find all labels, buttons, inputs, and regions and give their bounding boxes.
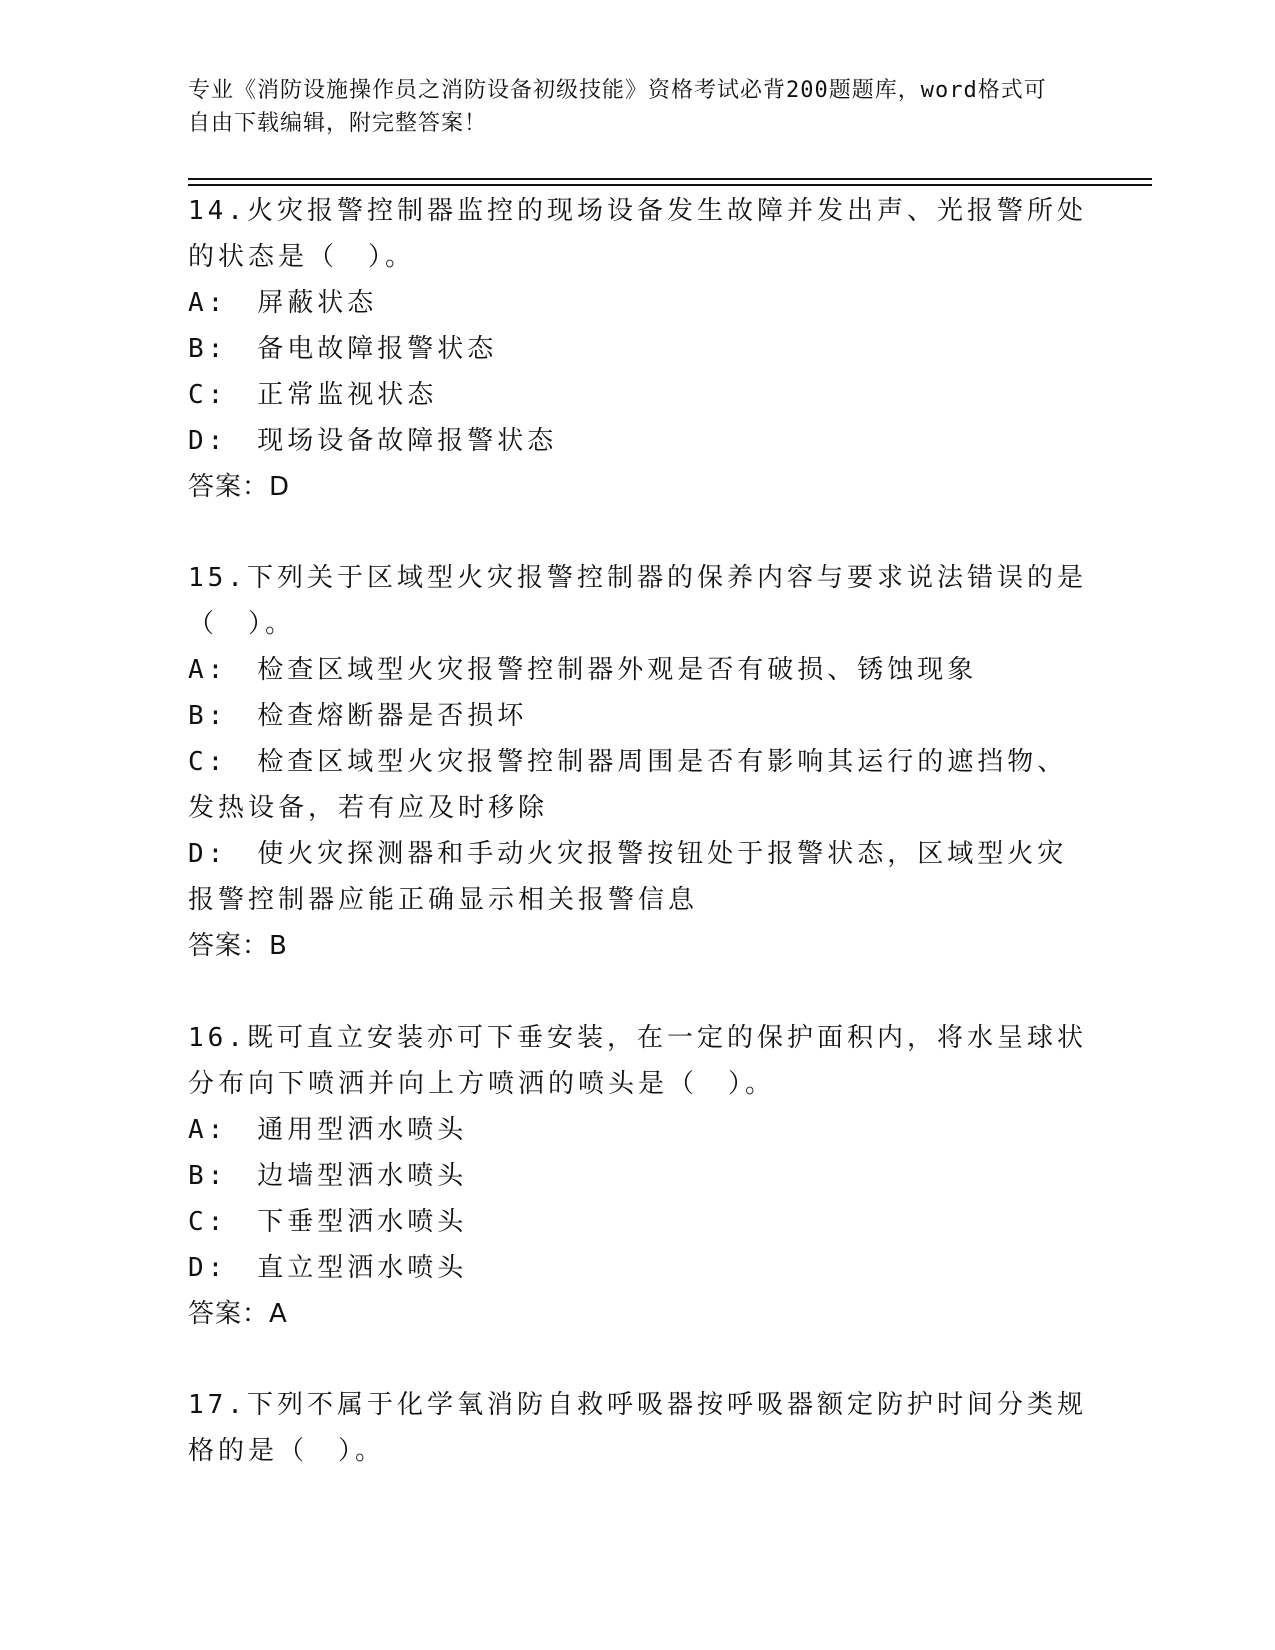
- option-d: D: 使火灾探测器和手动火灾报警按钮处于报警状态，区域型火灾报警控制器应能正确显示相关报警信息: [188, 839, 1068, 915]
- question-14: [188, 188, 1088, 510]
- question-stem: 15.下列关于区域型火灾报警控制器的保养内容与要求说法错误的是（ ）。: [188, 563, 1087, 639]
- question-17: [188, 1382, 1088, 1474]
- option-d: D: 现场设备故障报警状态: [188, 426, 558, 456]
- option-c: C: 检查区域型火灾报警控制器周围是否有影响其运行的遮挡物、发热设备，若有应及时移除: [188, 747, 1068, 823]
- document-header: 专业《消防设施操作员之消防设备初级技能》资格考试必背200题题库，word格式可自由下载编辑，附完整答案！: [188, 78, 1047, 136]
- option-b: B: 备电故障报警状态: [188, 334, 498, 364]
- option-a: A: 屏蔽状态: [188, 288, 378, 318]
- question-stem: 17.下列不属于化学氧消防自救呼吸器按呼吸器额定防护时间分类规格的是（ ）。: [188, 1390, 1087, 1466]
- option-c: C: 下垂型洒水喷头: [188, 1207, 468, 1237]
- option-b: B: 检查熔断器是否损坏: [188, 701, 528, 731]
- header-divider-bottom: [188, 184, 1152, 186]
- option-a: A: 通用型洒水喷头: [188, 1115, 468, 1145]
- option-d: D: 直立型洒水喷头: [188, 1253, 468, 1283]
- question-16: [188, 1015, 1088, 1337]
- option-a: A: 检查区域型火灾报警控制器外观是否有破损、锈蚀现象: [188, 655, 978, 685]
- answer: 答案：D: [188, 472, 291, 502]
- answer: 答案：B: [188, 931, 288, 961]
- header-divider-top: [188, 178, 1152, 180]
- question-15: [188, 555, 1088, 969]
- option-c: C: 正常监视状态: [188, 380, 438, 410]
- question-stem: 14.火灾报警控制器监控的现场设备发生故障并发出声、光报警所处的状态是（ ）。: [188, 196, 1087, 272]
- answer: 答案：A: [188, 1299, 288, 1329]
- option-b: B: 边墙型洒水喷头: [188, 1161, 468, 1191]
- question-stem: 16.既可直立安装亦可下垂安装，在一定的保护面积内，将水呈球状分布向下喷洒并向上方喷洒的喷头是（ ）。: [188, 1023, 1087, 1099]
